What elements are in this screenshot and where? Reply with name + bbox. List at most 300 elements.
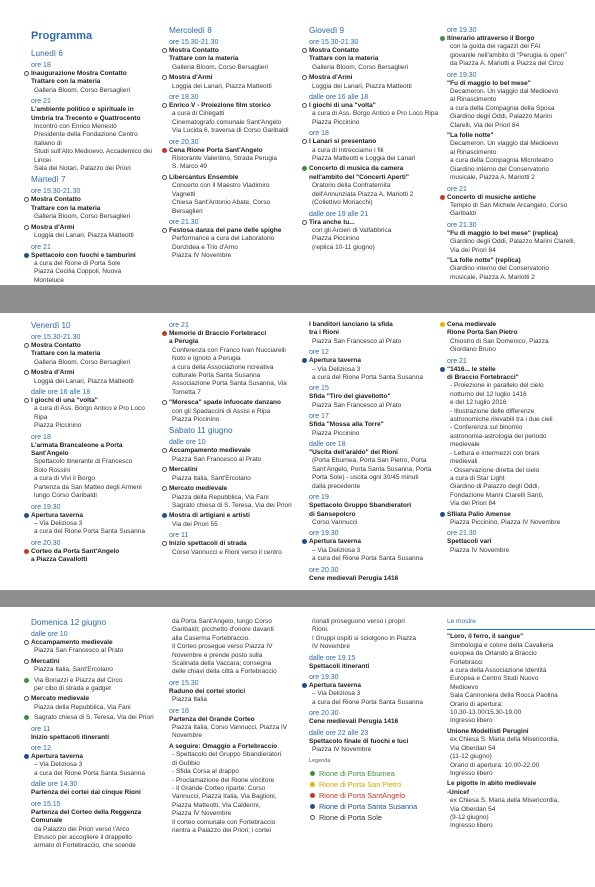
event-details: Piazza Italia, Sant'Ercolano (172, 474, 251, 482)
event-details: Piazza Piccinino, Piazza IV Novembre (450, 518, 561, 526)
legend (309, 757, 439, 822)
event (31, 397, 159, 431)
day-heading: Mercoledì 8 (169, 26, 212, 35)
column-mon-tue (31, 29, 159, 287)
event (169, 47, 299, 72)
event-title: Raduno dei cortei storici (169, 687, 246, 695)
event-details: a cura di Ass. Borgo Antico e Pro Loco Ripa Piazza Piccinino (312, 110, 439, 126)
legend-label: Rione di Porta Santa Susanna (319, 801, 418, 811)
event-details: Loggia dei Lanari, Piazza Matteotti (34, 232, 134, 240)
rione-sole-icon (24, 225, 29, 230)
rione-sole-icon (24, 640, 29, 645)
event (309, 718, 439, 726)
event-title: Inaugurazione Mostra Contatto Trattare con la materia (31, 70, 127, 86)
event (309, 102, 439, 127)
page-title: Programma (31, 30, 93, 42)
rione-santa-susanna-icon (302, 358, 307, 363)
column-sun-evening (309, 618, 439, 823)
event-title: Mostra di artigiani e artisti (169, 512, 250, 520)
event-title: I giochi di una "volta" (309, 102, 376, 110)
event-time: ore 15.30-21.30 (31, 334, 81, 341)
event-details: Galleria Bloom, Corso Bersaglieri (312, 63, 409, 71)
event-details: - Proiezione in parallelo del cielo notturno del 12 luglio 1416 e del 12 luglio 2016 - Illustrazione delle differenze astronomiche rilevabili tra i due cieli - Conferenza sul binomio astronomia-astrologia del periodo medievale - Lettura e intermezzi con brani medievali - Osservazione diretta del cielo a cura di Star Light Giardino di Palazzo degli Oddi, Fondazione Marini Clarelli Santi, Via dei Priori 84 (450, 382, 553, 508)
event (447, 321, 582, 355)
event (31, 753, 159, 778)
event-time: ore 11 (31, 725, 51, 733)
event-time: dalle ore 14.30 (31, 781, 78, 789)
legend-item (309, 790, 439, 801)
event-details: – Via Deliziosa 3 a cura del Rione Porta Santa Susanna (34, 761, 145, 777)
event (309, 502, 439, 527)
event-title: Spettacolo Gruppo Sbandieratori di Sansepolcro (309, 502, 412, 518)
event-details: Piazza della Repubblica, Via Fani Sagrato chiesa di S. Teresa, Via dei Priori (172, 493, 292, 509)
event (309, 449, 439, 491)
event-title: Memorie di Braccio Fortebracci a Perugia (169, 330, 267, 346)
column-fri-sat (169, 321, 299, 559)
rione-sole-icon (24, 696, 29, 701)
event (169, 540, 299, 557)
rione-sole-icon (162, 75, 167, 80)
event (309, 421, 439, 438)
event-title: Mostra d'Armi (309, 74, 353, 82)
event (169, 716, 299, 741)
event-details: a cura del Rione di Porta Sole Piazza Cecilia Coppoli, Nuova Monteluce (34, 259, 122, 284)
event-title: Partenza del Corteo della Reggenza Comunale (31, 808, 142, 825)
event (169, 227, 299, 261)
event-title: Sfida "Tiro del giavellotto" (309, 393, 391, 401)
event-time: ore 11 (169, 532, 189, 540)
rione-sole-icon (162, 103, 167, 108)
event-time: ore 15.30-21.30 (169, 39, 219, 46)
event-time: ore 19.30 (447, 71, 477, 79)
event-title: Accampamento medievale (31, 639, 113, 646)
event-title: Festosa danza del pane delle spighe (169, 226, 282, 234)
rione-sole-icon (24, 659, 29, 664)
rione-sole-icon (162, 541, 167, 546)
rione-san-pietro-icon (440, 322, 445, 327)
event (31, 442, 159, 501)
event-title: Cene medievali Perugia 1416 (309, 718, 399, 726)
event (169, 174, 299, 216)
event-title: Accampamento medievale (169, 447, 251, 455)
event-title: Apertura taverna (309, 538, 362, 546)
rione-santa-susanna-icon (162, 513, 167, 518)
event-title: "Fu di maggio lo bel mese" (replica) (447, 229, 558, 237)
event-time: ore 21 (447, 185, 467, 193)
event (31, 714, 159, 722)
event (309, 538, 439, 563)
event-details: Sagrato chiesa di S. Teresa, Via dei Priori (34, 714, 154, 722)
event-title: Sfida "Mossa alla Torre" (309, 421, 384, 429)
event-details: con gli Arcieri di Valfabbrica Piazza Piccinino (replica 10-11 giugno) (312, 226, 392, 251)
event-details: a cura di Ass. Borgo Antico e Pro Loco Ripa Piazza Piccinino (34, 405, 145, 430)
event-title: Mostra Contatto Trattare con la materia (31, 342, 101, 358)
rione-sole-icon (162, 486, 167, 491)
event-title: L'ambiente politico e spirituale in Umbria tra Trecento e Quattrocento (31, 106, 141, 122)
event-title: "1416... le stelle di Braccio Fortebracci" (447, 365, 519, 382)
event (309, 74, 439, 91)
event-title: Le pigotte in abito medievale -Unicef (447, 780, 537, 796)
event-time: ore 21 (169, 322, 189, 329)
event-details: a cura di Cinegatti Cinematografo comunale Sant'Angelo Via Lucida 6, traversa di Corso Garibaldi (172, 110, 289, 135)
event-details: Spettacolo itinerante di Francesco Bolo Rossini a cura di Vivi il Borgo Partenza da San Matteo degli Armeni lungo Corso Garibaldi (34, 458, 142, 500)
event (31, 548, 159, 565)
event-details: Piazza San Francesco al Prato (312, 337, 402, 345)
column-fri (31, 321, 159, 567)
rione-eburnea-icon (440, 36, 445, 41)
rione-sole-icon (24, 398, 29, 403)
event (309, 219, 439, 253)
event-time: ore 16 (169, 707, 189, 715)
event (169, 447, 299, 464)
legend-label: Rione di Porta San Pietro (319, 779, 402, 789)
event-title: Corteo da Porta Sant'Angelo a Piazza Cavallotti (31, 547, 120, 564)
day-heading: Giovedì 9 (309, 26, 345, 35)
event-time: ore 20.30 (309, 710, 339, 718)
event-title: "La folle notte" (replica) (447, 256, 521, 264)
rione-sole-icon (24, 343, 29, 348)
event-details: Via dei Priori 55 (172, 520, 218, 528)
column-exhibitions (447, 618, 582, 833)
event (169, 618, 299, 677)
event-details: Corso Vannucci (312, 518, 358, 526)
legend-item (309, 801, 439, 812)
event (31, 70, 159, 95)
event-title: Apertura taverna (309, 357, 362, 365)
event-title: Mostra d'Armi (169, 74, 213, 82)
event (309, 321, 439, 346)
rione-santa-susanna-icon (302, 683, 307, 688)
event (169, 466, 299, 483)
rione-eburnea-icon (302, 166, 307, 171)
event-details: Via Bonazzi e Piazza del Circo per cibo di strada e gadget (34, 676, 123, 693)
event (169, 330, 299, 397)
event-details: Decameron. Un viaggio dal Medioevo al Rinascimento a cura della Compagnia Microteatro Giardino interno del Conservatorio musicale, Piazza A. Mariotti 2 (450, 140, 559, 182)
event-time: ore 15 (309, 385, 329, 393)
day-heading: Venerdì 10 (31, 321, 71, 330)
event-title: Cena medievale Rione Porta San Pietro (447, 321, 518, 337)
event-time: ore 21.30 (169, 218, 199, 226)
event-title: Mercatini (169, 466, 198, 474)
event-title: Mostra d'Armi (31, 223, 75, 231)
event-time: dalle ore 16 alle 18 (31, 389, 91, 397)
event (309, 663, 439, 671)
legend-label: Rione di Porta Eburnea (319, 768, 395, 778)
event-details: Giardino degli Oddi, Palazzo Marini Clarelli, Via dei Priori 84 (450, 238, 576, 254)
event-details: Galleria Bloom, Corso Bersaglieri (172, 63, 269, 71)
event-details: Loggia dei Lanari, Piazza Matteotti (172, 82, 272, 90)
column-sun (31, 618, 159, 853)
event (31, 512, 159, 537)
event-title: L'armata Brancaleone a Porta Sant'Angelo (31, 441, 123, 458)
event-time: ore 20.30 (31, 539, 61, 547)
event-details: Simbologia e colore della Cavalleria europea da Orlando a Braccio Fortebracci a cura della Associazione Identità Europea e Centro Studi Nuovo Medioevo Sala Cannoniera della Rocca Paolina Orario di apertura: 10.30-13.00/15.30-19.00 Ingresso libero (450, 641, 558, 725)
event-time: dalle ore 19.15 (309, 654, 356, 662)
event-title: Partenza del Grande Corteo (169, 715, 255, 723)
event (31, 369, 159, 386)
event-title: Concerto di musica da camera nell'ambito del "Concerti Aperti" (309, 165, 409, 181)
event-title: Mercato medievale (169, 485, 228, 493)
event-time: ore 20.30 (169, 138, 199, 146)
event-details: Ristorante Valentino, Strada Perugia S. Marco 49 (172, 155, 278, 171)
rione-sole-icon (162, 228, 167, 233)
event-title: Spettacoli vari (447, 538, 492, 546)
event-details: Giardino interno del Conservatorio musicale, Piazza A. Mariotti 2 (450, 265, 549, 281)
event-details: Loggia dei Lanari, Piazza Matteotti (312, 82, 412, 90)
event (447, 780, 582, 830)
event (169, 147, 299, 172)
legend-item (309, 779, 439, 790)
rione-sole-icon (162, 175, 167, 180)
event-details: con la guida dei ragazzi del FAI giovanile nell'ambito di "Perugia is open" da Piazza A. Mariotti a Piazza del Circo (450, 43, 567, 68)
event-time: ore 15.30-21.30 (309, 39, 359, 46)
legend-label: Rione di Porta SantAngelo (319, 790, 405, 800)
event (447, 257, 582, 282)
day-heading: Domenica 12 giugno (31, 618, 107, 627)
event-details: – Via Deliziosa 3 a cura del Rione Porta Santa Susanna (312, 365, 423, 382)
event-details: Piazza IV Novembre (312, 746, 372, 754)
event-title: Concerto di musiche antiche (447, 193, 536, 201)
day-heading: Sabato 11 giugno (169, 426, 233, 436)
exhibitions-title: Le mostre (447, 618, 476, 625)
event-time: ore 17 (309, 413, 329, 421)
event-time: dalle ore 22 alle 23 (309, 729, 369, 737)
event-time: ore 19.30 (31, 503, 61, 511)
event-title: Partenza dei cortei dai cinque Rioni (31, 789, 141, 797)
event-time: ore 12 (31, 745, 51, 753)
rione-santa-susanna-icon (302, 539, 307, 544)
event-title: I banditori lanciano la sfida tra i Rioni (309, 321, 393, 337)
event-title: Spettacolo con fuochi e tamburini (31, 251, 136, 259)
rione-sole-icon (310, 815, 315, 820)
event (169, 743, 299, 835)
rione-eburnea-icon (24, 715, 29, 720)
event (447, 728, 582, 778)
event-details: Piazza San Francesco al Prato (312, 401, 402, 409)
rione-sole-icon (162, 467, 167, 472)
event-title: Spettacolo finale di fuochi e luci (309, 737, 409, 745)
event-title: Tira anche tu... (309, 218, 355, 226)
event (31, 695, 159, 712)
event-details: – Via Deliziosa 3 a cura del Rione Porta Santa Susanna (34, 519, 145, 536)
event (447, 194, 582, 219)
event-details: Decameron. Un viaggio dal Medioevo al Rinascimento a cura della Compagnia della Sposa Giardino degli Oddi, Palazzo Marini Clarelli, Via dei Priori 84 (450, 88, 559, 129)
event-title: "La folle notte" (447, 132, 494, 140)
column-thu-evening (447, 26, 582, 284)
event-time: ore 21.30 (447, 530, 477, 538)
rione-sole-icon (162, 448, 167, 453)
event-title: "Loro, il ferro, il sangue" (447, 633, 524, 641)
event-title: "Moresca" spade infuocate danzano (169, 399, 281, 407)
event (31, 639, 159, 656)
event (447, 80, 582, 130)
rione-santa-susanna-icon (24, 754, 29, 759)
event (309, 393, 439, 410)
column-sun-afternoon (169, 618, 299, 837)
event (31, 734, 159, 742)
event-title: "Uscita dell'araldo" dei Rioni (309, 449, 398, 457)
rione-san-pietro-icon (310, 782, 315, 787)
event-details: Piazza San Francesco al Prato (34, 647, 124, 655)
event-details: – Via Deliziosa 3 a cura del Rione Porta Santa Susanna (312, 690, 423, 706)
rione-sole-icon (302, 103, 307, 108)
rione-sole-icon (302, 139, 307, 144)
event-time: dalle ore 16 alle 18 (309, 94, 369, 102)
rione-santa-susanna-icon (440, 367, 445, 372)
rione-santa-susanna-icon (24, 253, 29, 258)
event-time: ore 18 (31, 433, 51, 441)
rione-santangelo-icon (24, 549, 29, 554)
event (169, 399, 299, 424)
event-details: Galleria Bloom, Corso Bersaglieri (34, 358, 131, 366)
event (31, 106, 159, 173)
event-details: a cura di Intrecciamo i fili Piazza Matteotti e Loggia dei Lanari (312, 146, 416, 163)
rione-sole-icon (162, 48, 167, 53)
rione-sole-icon (302, 48, 307, 53)
event-title: Mostra Contatto Trattare con la materia (169, 47, 239, 63)
event (309, 618, 439, 652)
event (309, 738, 439, 755)
event-time: ore 19.30 (309, 674, 339, 682)
event-details: Piazza San Francesco al Prato (172, 455, 262, 463)
event-time: ore 18 (31, 62, 51, 69)
event-time: ore 21.30 (447, 221, 477, 229)
event-details: rionali proseguono verso i propri Rioni. I Gruppi ospiti si sciolgono in Piazza IV Novembre (312, 618, 417, 651)
legend-label: Rione di Porta Sole (319, 812, 382, 822)
event-title: Itinerario attraverso il Borgo (447, 35, 535, 42)
event-title: Cene medievali Perugia 1416 (309, 574, 399, 582)
event-time: ore 15.30-21.30 (31, 188, 81, 196)
event-title: Inizio spettacoli di strada (169, 540, 247, 548)
event-title: Mostra d'Armi (31, 369, 75, 377)
event (309, 165, 439, 207)
event-time: ore 18.30 (169, 94, 199, 102)
event (31, 658, 159, 675)
rione-sole-icon (302, 220, 307, 225)
event-details: da Porta Sant'Angelo, lungo Corso Garibaldi; picchetto d'onore davanti alla Caserma Fortebraccio. Il Corteo prosegue verso Piazza IV Novembre e prende posto sulla Scalinata della Vaccara; consegna delle chiavi della città a Fortebraccio (172, 618, 277, 676)
event (447, 511, 582, 528)
rione-sole-icon (24, 370, 29, 375)
event-time: ore 19.30 (447, 27, 477, 34)
rione-santa-susanna-icon (310, 804, 315, 809)
event-title: Spettacoli itineranti (309, 662, 370, 670)
day-heading: Lunedì 6 (31, 49, 63, 58)
event (447, 35, 582, 69)
rione-santangelo-icon (162, 331, 167, 336)
rione-eburnea-icon (24, 678, 29, 683)
event-details: ex Chiesa S. Maria della Misericordia, Via Oberdan 54 (11-12 giugno) Orario di apertura: 10.00-22.00 Ingresso libero (450, 736, 560, 777)
column-wed (169, 26, 299, 263)
event (447, 633, 582, 725)
event-details: Conferenza con Franco Ivan Nucciarelli Noto e Ignoto a Perugia a cura della Associazione ricreativa culturale Porta Santa Susanna Associazione Porta Santa Susanna, Via Tornetta 7 (172, 346, 287, 396)
event-time: ore 19.30 (309, 530, 339, 538)
event-time: dalle ore 10 (31, 631, 68, 638)
event-details: Incontro con Enrico Menestò Presidente della Fondazione Centro Italiano di Studi sull'Alto Medioevo, Accademico dei Lincei Sala dei Notari, Palazzo dei Priori (34, 123, 152, 173)
event (447, 230, 582, 255)
rione-sole-icon (24, 71, 29, 76)
event-time: ore 18 (309, 130, 329, 138)
event (169, 74, 299, 91)
event (31, 342, 159, 367)
event-time: ore 21 (31, 243, 51, 251)
divider-band (0, 590, 595, 607)
event-details: Piazza Italia, Corso Vannucci, Piazza IV Novembre (172, 724, 288, 740)
column-thu (309, 26, 439, 254)
event-title: Apertura taverna (309, 682, 362, 690)
event-details: Galleria Bloom, Corso Bersaglieri (34, 86, 131, 94)
event-details: con gli Spadaccini di Assisi e Ripa Piazza Piccinino (172, 407, 271, 424)
event-time: ore 21 (31, 98, 51, 106)
event-details: Corso Vannucci e Rioni verso il centro (172, 548, 282, 556)
event-title: I Lanari si presentano (309, 138, 377, 146)
event (31, 224, 159, 241)
event-title: Inizio spettacoli itineranti (31, 733, 110, 741)
legend-item (309, 812, 439, 823)
event-time: ore 12 (309, 349, 329, 357)
event-time: dalle ore 10 (169, 439, 206, 447)
event-details: ex Chiesa S. Maria della Misericordia, Via Oberdan 54 (9-12 giugno) Ingresso libero (450, 797, 560, 830)
rione-santa-susanna-icon (440, 512, 445, 517)
event-title: Mostra Contatto Trattare con la materia (309, 47, 379, 63)
event (447, 132, 582, 182)
event-time: dalle ore 19 alle 21 (309, 210, 369, 218)
column-sat-evening (447, 321, 582, 557)
event (309, 357, 439, 382)
event-title: Cena Rione Porta Sant'Angelo (169, 146, 263, 154)
rione-santangelo-icon (440, 195, 445, 200)
event-details: (Porta Eburnea, Porta San Pietro, Porta Sant'Angelo, Porta Santa Susanna, Porta Porta Sole) - uscita ogni 30/45 minuti dalla precedente (312, 457, 432, 490)
event-details: Piazza Italia, Sant'Ercolano (34, 666, 113, 674)
legend-item (309, 768, 439, 779)
event-details: Piazza Italia (172, 696, 208, 704)
event-details: – Via Deliziosa 3 a cura del Rione Porta Santa Susanna (312, 546, 423, 563)
day-heading: Martedì 7 (31, 175, 66, 185)
rione-sole-icon (24, 197, 29, 202)
event (31, 809, 159, 851)
event (447, 538, 582, 555)
event-details: - Spettacolo del Gruppo Sbandieratori di Gubbio - Sfida Corsa al drappo - Proclamazione del Rione vincitore - Il Grande Corteo riparte: Corso Vannucci, Piazza Italia, Via Baglioni, Piazza Matteotti, Via Calderini, Piazza IV Novembre Il corteo comunale con Fortebraccio rientra a Palazzo dei Priori; i cortei (172, 751, 282, 834)
event (309, 575, 439, 583)
event-details: Tempio di San Michele Arcangelo, Corso Garibaldi (450, 201, 568, 218)
event (169, 102, 299, 136)
event-time: ore 21 (447, 357, 467, 365)
divider-band (0, 285, 595, 313)
event-time: dalle ore 18 (309, 441, 346, 449)
event-title: Mercatini (31, 657, 60, 665)
event-title: Libercantus Ensemble (169, 173, 239, 181)
event-title: Apertura taverna (31, 753, 84, 761)
rione-sole-icon (302, 75, 307, 80)
rione-eburnea-icon (310, 771, 315, 776)
event-details: Oratorio della Confraternita dell'Annunziata Piazza A. Mariotti 2 (Collettivo Moriacchi) (312, 182, 414, 207)
event-details: Chiostro di San Domenico, Piazza Giordano Bruno (450, 337, 549, 354)
divider (447, 629, 595, 630)
event-time: ore 15.30 (169, 679, 199, 687)
rione-santa-susanna-icon (24, 513, 29, 518)
event-details: Piazza IV Novembre (450, 546, 510, 554)
event (31, 196, 159, 221)
event-details: Piazza della Repubblica, Via Fani (34, 703, 131, 711)
event-details: Loggia dei Lanari, Piazza Matteotti (34, 377, 134, 385)
event (169, 688, 299, 705)
event-title: Mercato medievale (31, 695, 90, 703)
event-title: Apertura taverna (31, 511, 84, 519)
event-time: ore 15.15 (31, 800, 61, 808)
legend-title: Legenda (309, 758, 331, 765)
event (31, 789, 159, 797)
event-title: Sfilata Palio Amense (447, 510, 511, 518)
event-title: A seguire: Omaggio a Fortebraccio (169, 742, 278, 750)
